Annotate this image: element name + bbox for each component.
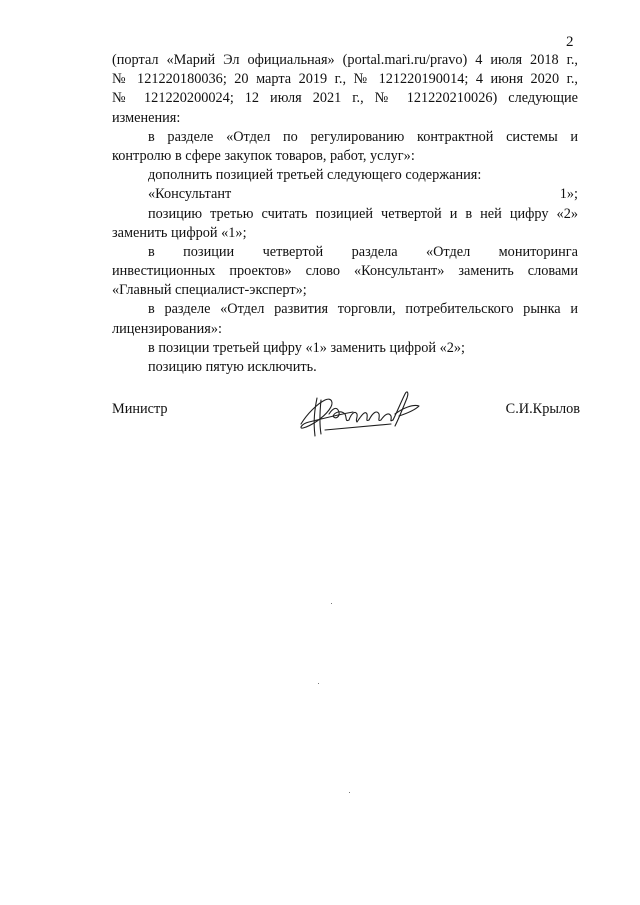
paragraph-1-line-4: изменения: (112, 109, 181, 126)
page-number: 2 (566, 34, 574, 50)
paragraph-8: в позиции третьей цифру «1» заменить цифрой «2»; (148, 339, 466, 356)
signatory-title: Министр (112, 401, 168, 417)
position-count: 1»; (559, 186, 578, 203)
paragraph-6-line-2: инвестиционных проектов» слово «Консультант» заменить словами (112, 263, 578, 280)
handwritten-signature (295, 384, 425, 440)
document-body (112, 51, 578, 377)
paragraph-5-line-2: заменить цифрой «1»; (112, 224, 247, 241)
paragraph-6-line-1: в позиции четвертой раздела «Отдел мониторинга (148, 243, 578, 260)
position-name: «Консультант (148, 186, 232, 203)
paragraph-6-line-3: «Главный специалист-эксперт»; (112, 282, 307, 299)
paragraph-3: дополнить позицией третьей следующего содержания: (148, 167, 482, 184)
scan-speck (331, 603, 332, 604)
paragraph-7-line-2: лицензирования»: (112, 320, 222, 337)
paragraph-2-line-2: контролю в сфере закупок товаров, работ, услуг»: (112, 147, 415, 164)
paragraph-4 (112, 185, 578, 204)
paragraph-7-line-1: в разделе «Отдел развития торговли, потребительского рынка и (148, 301, 578, 318)
paragraph-9: позицию пятую исключить. (148, 359, 317, 375)
signatory-name: С.И.Крылов (505, 401, 580, 417)
paragraph-1-line-1: (портал «Марий Эл официальная» (portal.mari.ru/pravo) 4 июля 2018 г., (112, 52, 578, 68)
paragraph-5-line-1: позицию третью считать позицией четвертой и в ней цифру «2» (148, 205, 578, 222)
scan-speck (349, 792, 350, 793)
scan-speck (318, 683, 319, 684)
paragraph-1-line-3: № 121220200024; 12 июля 2021 г., № 121220210026) следующие (112, 90, 578, 107)
signature-block (112, 401, 580, 441)
paragraph-2-line-1: в разделе «Отдел по регулированию контрактной системы и (148, 128, 578, 145)
paragraph-1-line-2: № 121220180036; 20 марта 2019 г., № 121220190014; 4 июня 2020 г., (112, 71, 578, 88)
